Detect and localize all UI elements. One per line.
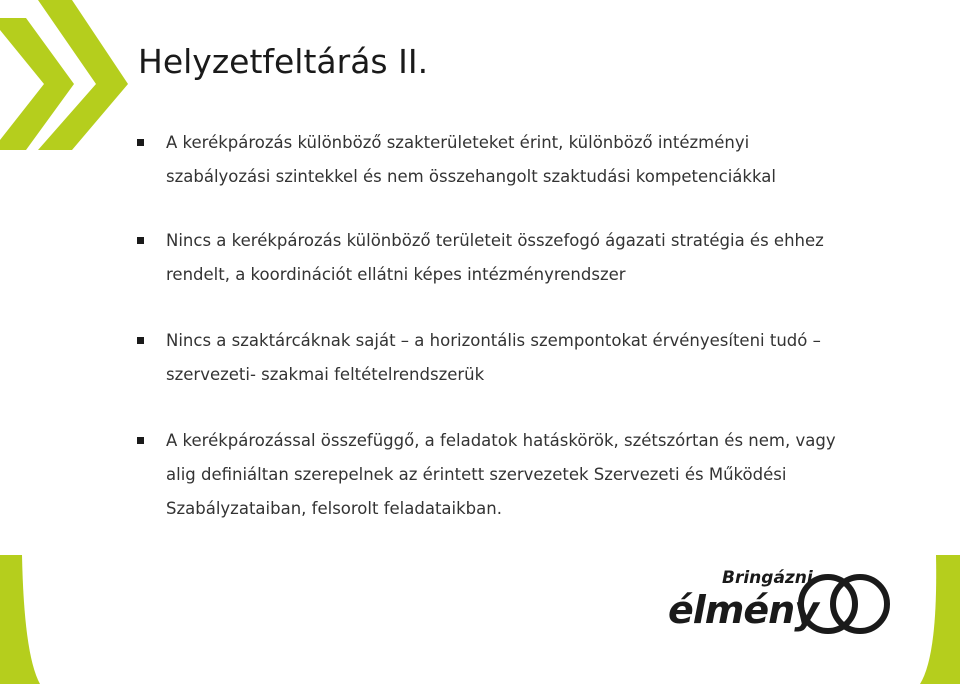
bullet-text: A kerékpározással összefüggő, a feladatok hatáskörök, szétszórtan és nem, vagy alig definiáltan szerepelnek az érintett szervezetek Szervezeti és Működési Szabályzataiban, felsorolt feladataikban. [166,431,836,518]
list-item [134,126,854,194]
square-bullet-icon [137,139,144,146]
page-title: Helyzetfeltárás II. [138,42,429,81]
bicycle-wheels-icon [792,566,896,642]
list-item [134,224,854,292]
logo-top-text: Bringázni [722,568,813,588]
square-bullet-icon [137,437,144,444]
brand-logo [664,566,896,642]
bullet-text: Nincs a szaktárcáknak saját – a horizontális szempontokat érvényesíteni tudó – szervezeti- szakmai feltételrendszerük [166,331,821,384]
chevron-arrows-icon [0,0,140,150]
list-item [134,424,854,526]
bullet-text: A kerékpározás különböző szakterületeket érint, különböző intézményi szabályozási szintekkel és nem összehangolt szaktudási kompetenciákkal [166,133,776,186]
logo-main-text: élmény [668,588,818,632]
bullet-list [134,126,854,526]
list-item [134,324,854,392]
bullet-text: Nincs a kerékpározás különböző területeit összefogó ágazati stratégia és ehhez rendelt, a koordinációt ellátni képes intézményrendszer [166,231,824,284]
square-bullet-icon [137,237,144,244]
square-bullet-icon [137,337,144,344]
